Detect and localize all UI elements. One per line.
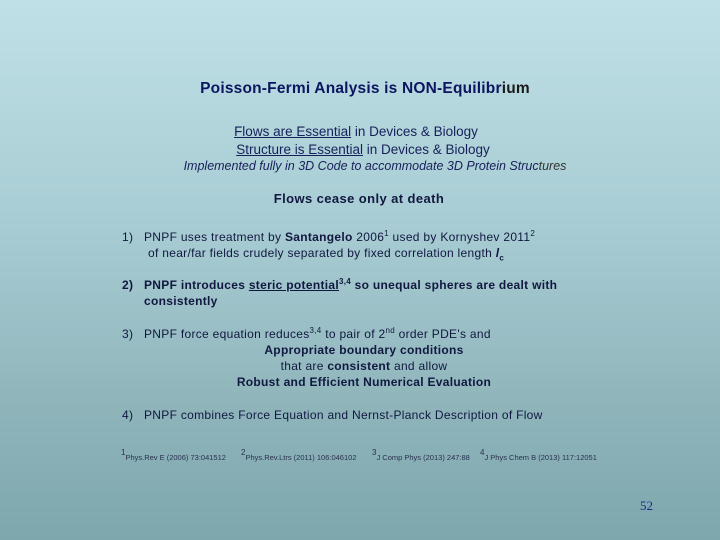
point-3-sup-2: nd [385, 326, 395, 335]
point-2 [122, 278, 557, 292]
reference-1 [121, 448, 226, 462]
structure-essential-underlined: Structure is Essential [236, 142, 363, 157]
point-1-line-2 [148, 246, 505, 263]
point-3-text-c: order PDE's and [395, 327, 491, 341]
reference-1-text: Phys.Rev E (2006) 73:041512 [125, 453, 226, 462]
point-2-text-a: PNPF introduces [144, 278, 249, 292]
reference-4-text: J Phys Chem B (2013) 117:12051 [484, 453, 597, 462]
slide-title [0, 80, 720, 98]
point-3 [122, 327, 491, 341]
point-3-text-b: to pair of 2 [321, 327, 386, 341]
structure-essential-line [0, 142, 720, 157]
point-2-underlined: steric potential [248, 278, 339, 292]
reference-3-sup: 3 [372, 448, 377, 457]
page-number: 52 [640, 498, 653, 513]
point-4-number: 4) [122, 408, 134, 422]
point-1-line-2-text: of near/far fields crudely separated by fixed correlation length [148, 246, 496, 260]
point-3-line-3 [0, 359, 720, 373]
point-1-number: 1) [122, 230, 134, 244]
reference-2 [241, 448, 357, 462]
point-2-number: 2) [122, 278, 134, 292]
implemented-line [0, 159, 720, 173]
point-4 [122, 408, 543, 422]
flows-cease-line: Flows cease only at death [273, 191, 445, 206]
point-3-number: 3) [122, 327, 134, 341]
point-3-line-3-bold: consistent [327, 359, 391, 373]
reference-1-sup: 1 [121, 448, 126, 457]
point-1-sup-1: 1 [384, 229, 389, 238]
title-tail: ium [501, 80, 530, 97]
flows-essential-rest: in Devices & Biology [351, 124, 478, 139]
point-2-line-2: consistently [144, 294, 218, 308]
point-2-sup: 3,4 [338, 277, 352, 286]
flows-essential-underlined: Flows are Essential [234, 124, 352, 139]
point-2-text-b: so unequal spheres are dealt with [351, 278, 558, 292]
structure-essential-rest: in Devices & Biology [363, 142, 490, 157]
point-3-line-3-b: and allow [390, 359, 448, 373]
point-3-sup: 3,4 [309, 326, 322, 335]
point-1 [122, 230, 535, 244]
implemented-tail: tures [538, 159, 567, 173]
point-1-text-a: PNPF uses treatment by [144, 230, 285, 244]
point-3-line-2: Appropriate boundary conditions [264, 343, 464, 357]
flows-essential-line [0, 124, 712, 139]
reference-4-sup: 4 [480, 448, 485, 457]
point-3-line-3-a: that are [280, 359, 328, 373]
reference-3-text: J Comp Phys (2013) 247:88 [376, 453, 470, 462]
reference-3 [372, 448, 470, 462]
point-1-l-sub: c [499, 253, 505, 263]
point-3-text-a: PNPF force equation reduces [144, 327, 310, 341]
point-1-text-c: used by Kornyshev 2011 [388, 230, 531, 244]
point-1-sup-2: 2 [530, 229, 536, 238]
point-1-l-symbol: l [495, 246, 500, 260]
implemented-main: Implemented fully in 3D Code to accommodate 3D Protein Struc [183, 159, 539, 173]
point-3-line-4: Robust and Efficient Numerical Evaluation [236, 375, 492, 389]
reference-2-sup: 2 [241, 448, 246, 457]
reference-2-text: Phys.Rev.Ltrs (2011) 106:046102 [245, 453, 357, 462]
point-4-text: PNPF combines Force Equation and Nernst-Planck Description of Flow [144, 408, 543, 422]
title-main: Poisson-Fermi Analysis is NON-Equilibr [200, 80, 502, 97]
point-1-bold: Santangelo [284, 230, 353, 244]
reference-4 [480, 448, 597, 462]
point-1-text-b: 2006 [352, 230, 385, 244]
